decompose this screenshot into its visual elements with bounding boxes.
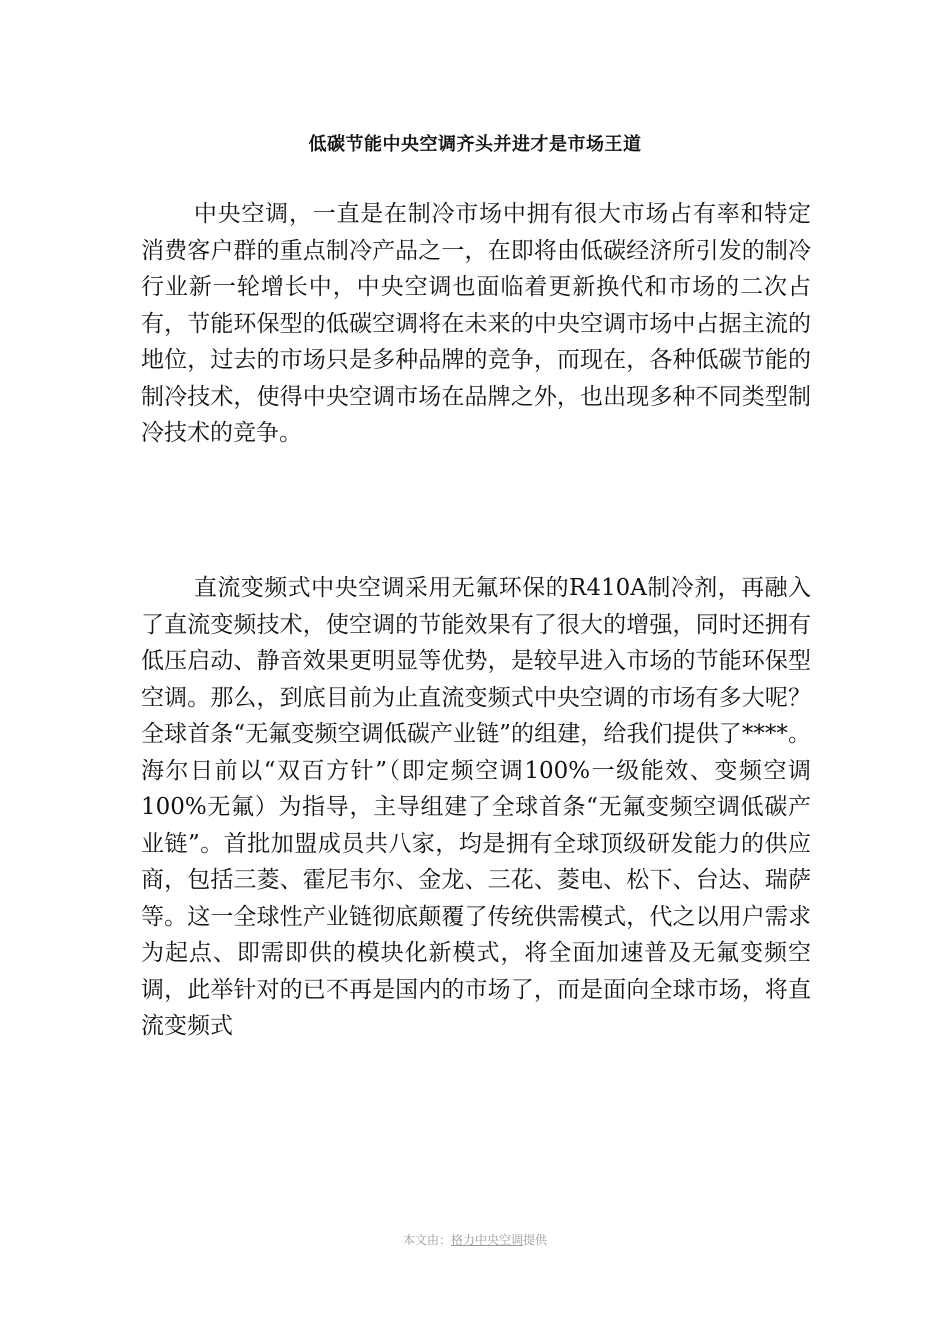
paragraph-2: 直流变频式中央空调采用无氟环保的R410A制冷剂，再融入了直流变频技术，使空调的节能效果有了很大的增强，同时还拥有低压启动、静音效果更明显等优势，是较早进入市场的节能环保型空调。那么，到底目前为止直流变频式中央空调的市场有多大呢？全球首条“无氟变频空调低碳产业链”的组建，给我们提供了****。海尔日前以“双百方针”（即定频空调100%一级能效、变频空调100%无氟）为指导，主导组建了全球首条“无氟变频空调低碳产业链”。首批加盟成员共八家，均是拥有全球顶级研发能力的供应商，包括三菱、霍尼韦尔、金龙、三花、菱电、松下、台达、瑞萨等。这一全球性产业链彻底颠覆了传统供需模式，代之以用户需求为起点、即需即供的模块化新模式，将全面加速普及无氟变频空调，此举针对的已不再是国内的市场了，而是面向全球市场，将直流变频式 [141,575,811,1039]
footer-attribution [0,1231,950,1248]
paragraph-1: 中央空调，一直是在制冷市场中拥有很大市场占有率和特定消费客户群的重点制冷产品之一，在即将由低碳经济所引发的制冷行业新一轮增长中，中央空调也面临着更新换代和市场的二次占有，节能环保型的低碳空调将在未来的中央空调市场中占据主流的地位，过去的市场只是多种品牌的竞争，而现在，各种低碳节能的制冷技术，使得中央空调市场在品牌之外，也出现多种不同类型制冷技术的竞争。 [141,201,811,446]
footer-prefix: 本文由： [402,1233,451,1247]
footer-suffix: 提供 [523,1233,548,1247]
document-title: 低碳节能中央空调齐头并进才是市场王道 [308,134,642,155]
footer-link[interactable]: 格力中央空调 [450,1233,523,1247]
